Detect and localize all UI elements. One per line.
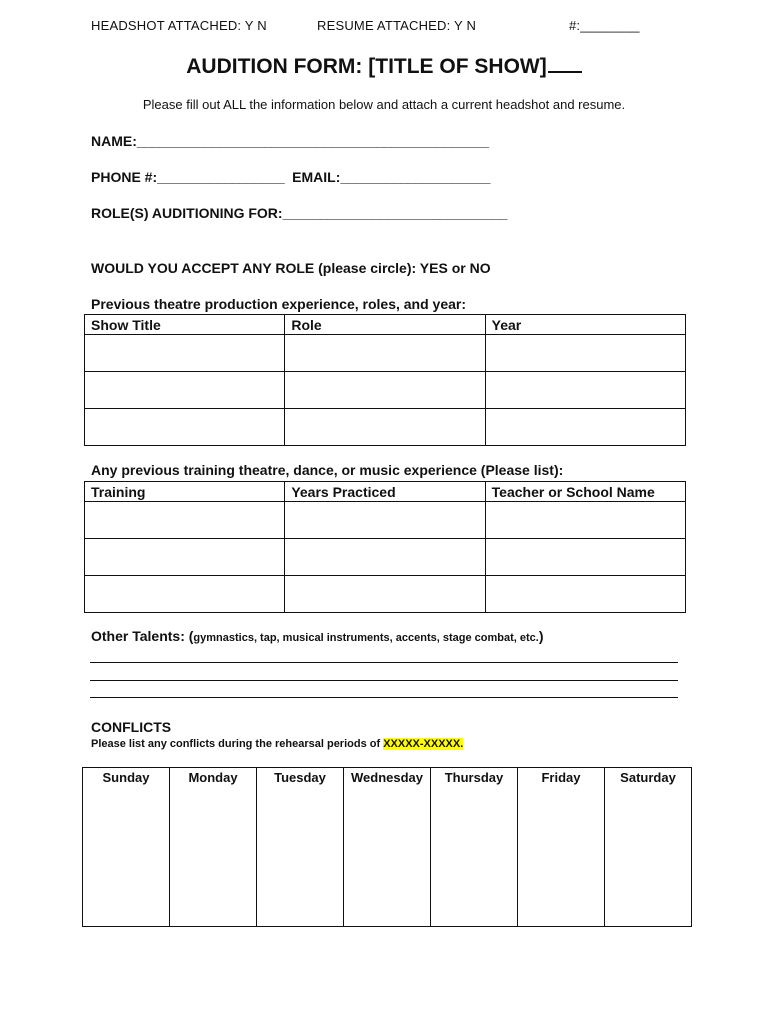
table-cell[interactable] bbox=[485, 576, 685, 613]
day-cell-saturday[interactable]: Saturday bbox=[605, 768, 692, 927]
talents-detail: gymnastics, tap, musical instruments, accents, stage combat, etc. bbox=[193, 632, 539, 644]
table-cell[interactable] bbox=[285, 576, 485, 613]
form-number: #:________ bbox=[569, 18, 640, 33]
headshot-attached: HEADSHOT ATTACHED: Y N bbox=[91, 18, 267, 33]
day-cell-monday[interactable]: Monday bbox=[170, 768, 257, 927]
table-row bbox=[85, 335, 686, 372]
conflicts-calendar bbox=[82, 767, 692, 927]
other-talents bbox=[91, 628, 544, 646]
experience-heading: Previous theatre production experience, roles, and year: bbox=[91, 296, 467, 312]
name-field[interactable] bbox=[91, 133, 489, 149]
conflicts-heading: CONFLICTS bbox=[91, 719, 172, 735]
table-cell[interactable] bbox=[285, 502, 485, 539]
name-blank[interactable]: _______________________________________________ bbox=[136, 133, 489, 149]
table-cell[interactable] bbox=[285, 372, 485, 409]
resume-attached: RESUME ATTACHED: Y N bbox=[317, 18, 477, 33]
phone-label: PHONE #: bbox=[91, 169, 158, 185]
title-blank-line bbox=[548, 54, 582, 73]
column-header: Training bbox=[85, 482, 285, 502]
table-cell[interactable] bbox=[85, 372, 285, 409]
table-cell[interactable] bbox=[285, 539, 485, 576]
intro-text: Please fill out ALL the information below and attach a current headshot and resume. bbox=[142, 97, 626, 112]
table-cell[interactable] bbox=[485, 409, 685, 446]
table-row bbox=[85, 576, 686, 613]
conflicts-note-text: Please list any conflicts during the rehearsal periods of bbox=[91, 738, 384, 750]
accept-any-role[interactable]: WOULD YOU ACCEPT ANY ROLE (please circle): YES or NO bbox=[91, 260, 491, 276]
table-cell[interactable] bbox=[85, 539, 285, 576]
table-cell[interactable] bbox=[485, 539, 685, 576]
talents-line[interactable] bbox=[90, 697, 678, 698]
column-header: Show Title bbox=[85, 315, 285, 335]
email-label: EMAIL: bbox=[292, 169, 341, 185]
experience-table bbox=[84, 314, 686, 446]
column-header: Role bbox=[285, 315, 485, 335]
name-label: NAME: bbox=[91, 133, 137, 149]
column-header: Teacher or School Name bbox=[485, 482, 685, 502]
table-header-row bbox=[85, 482, 686, 502]
table-cell[interactable] bbox=[485, 502, 685, 539]
training-table bbox=[84, 481, 686, 613]
table-cell[interactable] bbox=[285, 335, 485, 372]
table-row bbox=[85, 502, 686, 539]
table-header-row bbox=[85, 315, 686, 335]
table-cell[interactable] bbox=[485, 335, 685, 372]
day-cell-friday[interactable]: Friday bbox=[518, 768, 605, 927]
column-header: Years Practiced bbox=[285, 482, 485, 502]
page-title bbox=[0, 54, 768, 79]
rehearsal-period: XXXXX-XXXXX. bbox=[383, 738, 464, 750]
title-text: AUDITION FORM: [TITLE OF SHOW] bbox=[186, 55, 547, 78]
table-cell[interactable] bbox=[85, 502, 285, 539]
table-cell[interactable] bbox=[85, 335, 285, 372]
talents-line[interactable] bbox=[90, 680, 678, 681]
email-blank[interactable]: ____________________ bbox=[340, 169, 491, 185]
table-cell[interactable] bbox=[285, 409, 485, 446]
talents-line[interactable] bbox=[90, 662, 678, 663]
phone-email-row bbox=[91, 169, 490, 185]
roles-label: ROLE(S) AUDITIONING FOR: bbox=[91, 205, 283, 221]
roles-field[interactable] bbox=[91, 205, 507, 221]
roles-blank[interactable]: ______________________________ bbox=[282, 205, 508, 221]
column-header: Year bbox=[485, 315, 685, 335]
calendar-row bbox=[83, 768, 692, 927]
talents-label: Other Talents: ( bbox=[91, 628, 194, 644]
day-cell-sunday[interactable]: Sunday bbox=[83, 768, 170, 927]
phone-blank[interactable]: _________________ bbox=[157, 169, 285, 185]
table-cell[interactable] bbox=[85, 576, 285, 613]
table-cell[interactable] bbox=[85, 409, 285, 446]
training-heading: Any previous training theatre, dance, or music experience (Please list): bbox=[91, 462, 564, 478]
day-cell-tuesday[interactable]: Tuesday bbox=[257, 768, 344, 927]
day-cell-wednesday[interactable]: Wednesday bbox=[344, 768, 431, 927]
table-row bbox=[85, 539, 686, 576]
table-cell[interactable] bbox=[485, 372, 685, 409]
day-cell-thursday[interactable]: Thursday bbox=[431, 768, 518, 927]
table-row bbox=[85, 409, 686, 446]
talents-close: ) bbox=[538, 628, 544, 644]
table-row bbox=[85, 372, 686, 409]
conflicts-note bbox=[91, 738, 463, 750]
